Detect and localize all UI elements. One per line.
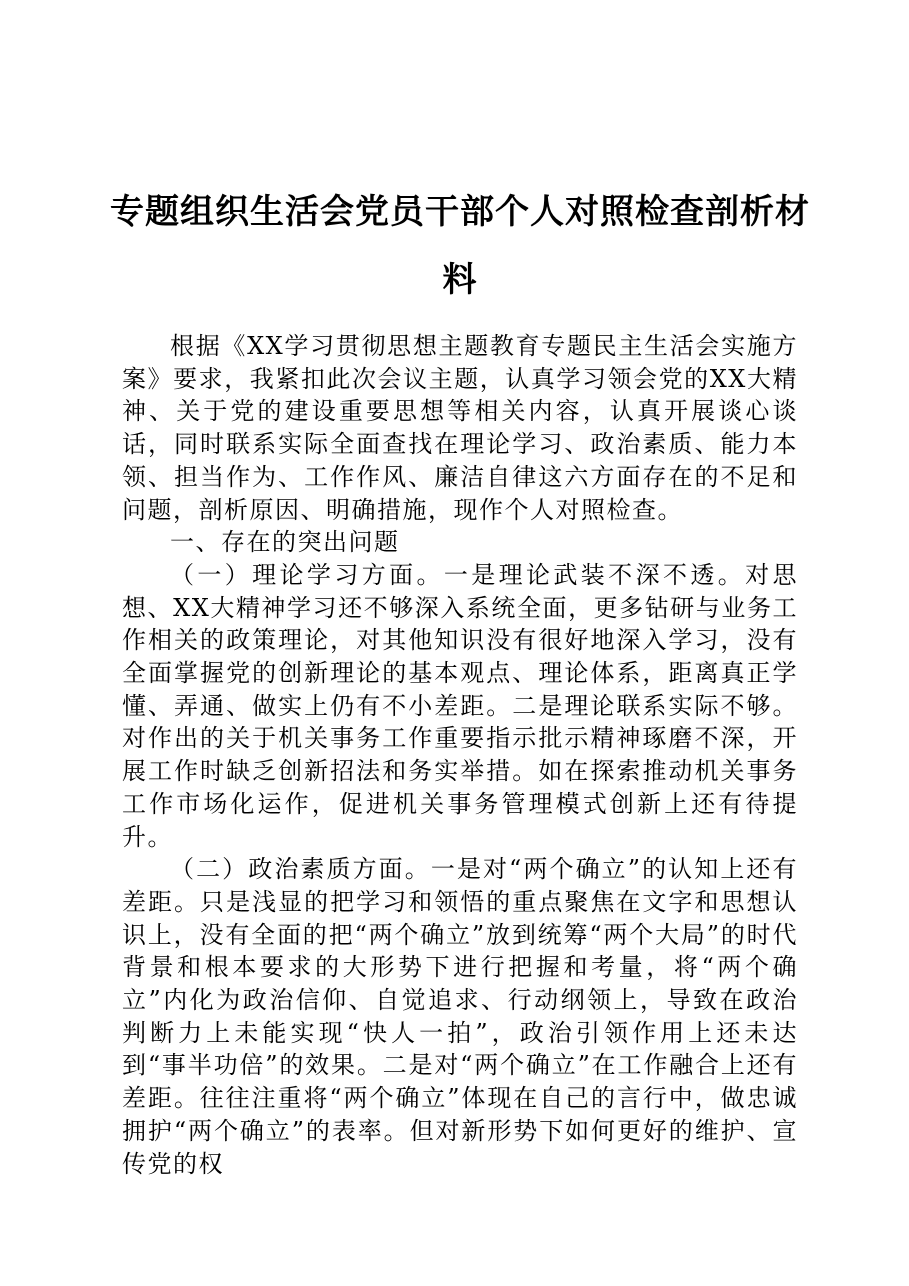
- document-title: 专题组织生活会党员干部个人对照检查剖析材料: [110, 192, 810, 300]
- paragraph-theory-study: （一）理论学习方面。一是理论武装不深不透。对思想、XX大精神学习还不够深入系统全面，更多钻研与业务工作相关的政策理论，对其他知识没有很好地深入学习，没有全面掌握党的创新理论的基本观点、理论体系，距离真正学懂、弄通、做实上仍有不小差距。二是理论联系实际不够。对作出的关于机关事务工作重要指示批示精神琢磨不深，开展工作时缺乏创新招法和务实举措。如在探索推动机关事务工作市场化运作，促进机关事务管理模式创新上还有待提升。: [122, 560, 798, 851]
- document-body: [122, 330, 798, 1180]
- paragraph-intro: 根据《XX学习贯彻思想主题教育专题民主生活会实施方案》要求，我紧扣此次会议主题，认真学习领会党的XX大精神、关于党的建设重要思想等相关内容，认真开展谈心谈话，同时联系实际全面查找在理论学习、政治素质、能力本领、担当作为、工作作风、廉洁自律这六方面存在的不足和问题，剖析原因、明确措施，现作个人对照检查。: [122, 332, 798, 524]
- section-heading-problems: 一、存在的突出问题: [170, 528, 400, 557]
- paragraph-political-quality: （二）政治素质方面。一是对“两个确立”的认知上还有差距。只是浅显的把学习和领悟的重点聚焦在文字和思想认识上，没有全面的把“两个确立”放到统筹“两个大局”的时代背景和根本要求的大形势下进行把握和考量，将“两个确立”内化为政治信仰、自觉追求、行动纲领上，导致在政治判断力上未能实现“快人一拍”，政治引领作用上还未达到“事半功倍”的效果。二是对“两个确立”在工作融合上还有差距。往往注重将“两个确立”体现在自己的言行中，做忠诚拥护“两个确立”的表率。但对新形势下如何更好的维护、宣传党的权: [122, 855, 798, 1178]
